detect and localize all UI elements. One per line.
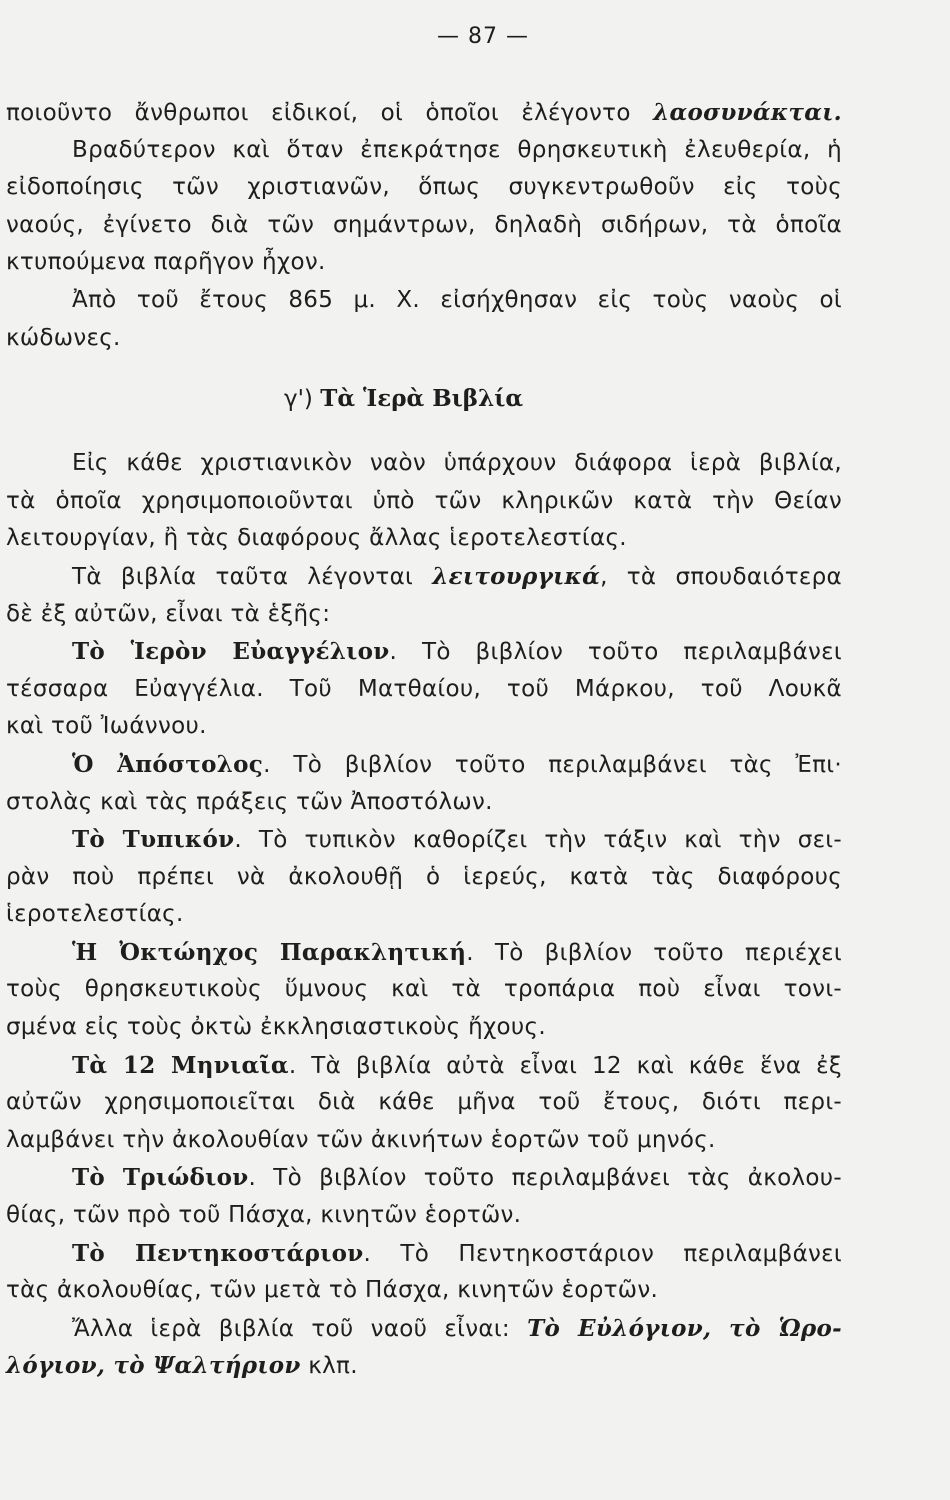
italic-term: λόγιον, τὸ Ψαλτήριον [6, 1352, 301, 1380]
text-line: λαμβάνει τὴν ἀκολουθίαν τῶν ἀκινήτων ἑορτῶν τοῦ μηνός. [6, 1126, 716, 1153]
text-line [6, 1347, 842, 1385]
text-span: Τὰ βιβλία ταῦτα λέγονται [72, 563, 433, 590]
book-title: Ἡ Ὀκτώηχος Παρακλητική [72, 938, 467, 966]
text-line [6, 633, 842, 671]
text-line: Εἰς κάθε χριστιανικὸν ναὸν ὑπάρχουν διάφορα ἱερὰ βιβλία, [72, 450, 842, 477]
text-line: ρὰν ποὺ πρέπει νὰ ἀκολουθῇ ὁ ἱερεύς, κατὰ τὰς διαφόρους [6, 863, 842, 890]
text-line [6, 821, 842, 859]
text-span: . Τὸ τυπικὸν καθορίζει τὴν τάξιν καὶ τὴν σει- [234, 827, 842, 854]
text-span: . Τὸ βιβλίον τοῦτο περιέχει [466, 939, 842, 966]
text-line [6, 1159, 842, 1197]
text-line: σμένα εἰς τοὺς ὀκτὼ ἐκκλησιαστικοὺς ἤχους. [6, 1014, 546, 1041]
text-line: καὶ τοῦ Ἰωάννου. [6, 713, 207, 740]
text-line: Βραδύτερον καὶ ὅταν ἐπεκράτησε θρησκευτικὴ ἐλευθερία, ἡ [72, 136, 842, 163]
text-line: ἱεροτελεστίας. [6, 901, 184, 928]
book-title: Τὸ Τριώδιον [72, 1164, 249, 1192]
text-line [6, 558, 842, 596]
book-title: Τὸ Τυπικόν [72, 826, 235, 854]
page-number: — 87 — [437, 24, 529, 49]
text-line: ναούς, ἐγίνετο διὰ τῶν σημάντρων, δηλαδὴ σιδήρων, τὰ ὁποῖα [6, 211, 842, 238]
text-line: λειτουργίαν, ἢ τὰς διαφόρους ἄλλας ἱεροτελεστίας. [6, 525, 627, 552]
italic-term: λαοσυνάκται. [653, 99, 842, 126]
italic-term: Τὸ Εὐλόγιον, τὸ Ὡρο- [527, 1314, 842, 1342]
text-line [6, 934, 842, 972]
text-line: στολὰς καὶ τὰς πράξεις τῶν Ἀποστόλων. [6, 788, 493, 815]
text-span: . Τὸ βιβλίον τοῦτο περιλαμβάνει τὰς ἀκολου- [248, 1165, 842, 1192]
book-title: Τὰ 12 Μηνιαῖα [72, 1051, 289, 1079]
heading-title: Τὰ Ἱερὰ Βιβλία [320, 385, 524, 413]
text-line: κώδωνες. [6, 324, 121, 351]
italic-term: λειτουργικά [432, 562, 601, 590]
text-span: , τὰ σπουδαιότερα [600, 563, 842, 590]
text-line: κτυπούμενα παρῆγον ἦχον. [6, 249, 326, 276]
text-span: ποιοῦντο ἄνθρωποι εἰδικοί, οἱ ὁποῖοι ἐλέγοντο [6, 100, 654, 126]
text-line [6, 94, 842, 132]
text-line: τοὺς θρησκευτικοὺς ὕμνους καὶ τὰ τροπάρια ποὺ εἶναι τονι- [6, 976, 842, 1003]
text-line [6, 1310, 842, 1348]
text-line [6, 1235, 842, 1273]
text-span: . Τὸ Πεντηκοστάριον περιλαμβάνει [363, 1240, 842, 1267]
text-span: . Τὸ βιβλίον τοῦτο περιλαμβάνει τὰς Ἐπι· [263, 751, 842, 778]
text-line [6, 746, 842, 784]
text-line: Ἀπὸ τοῦ ἔτους 865 μ. Χ. εἰσήχθησαν εἰς τοὺς ναοὺς οἱ [72, 286, 842, 313]
text-span: . Τὸ βιβλίον τοῦτο περιλαμβάνει [389, 639, 842, 666]
text-line: τέσσαρα Εὐαγγέλια. Τοῦ Ματθαίου, τοῦ Μάρκου, τοῦ Λουκᾶ [6, 675, 842, 702]
heading-prefix: γ') [284, 386, 321, 413]
text-line: τὰς ἀκολουθίας, τῶν μετὰ τὸ Πάσχα, κινητῶν ἑορτῶν. [6, 1277, 659, 1304]
text-line: εἰδοποίησις τῶν χριστιανῶν, ὅπως συγκεντρωθοῦν εἰς τοὺς [6, 174, 842, 201]
book-title: Τὸ Πεντηκοστάριον [72, 1239, 364, 1267]
text-span: . Τὰ βιβλία αὐτὰ εἶναι 12 καὶ κάθε ἕνα ἐξ [288, 1052, 842, 1079]
text-line [6, 1047, 842, 1085]
text-line: αὐτῶν χρησιμοποιεῖται διὰ κάθε μῆνα τοῦ ἔτους, διότι περι- [6, 1089, 842, 1116]
text-span: Ἄλλα ἱερὰ βιβλία τοῦ ναοῦ εἶναι: [72, 1315, 528, 1342]
section-heading [6, 380, 842, 418]
text-line: θίας, τῶν πρὸ τοῦ Πάσχα, κινητῶν ἑορτῶν. [6, 1202, 522, 1229]
book-title: Ὁ Ἀπόστολος [72, 750, 264, 778]
text-line: δὲ ἐξ αὐτῶν, εἶναι τὰ ἑξῆς: [6, 600, 331, 627]
text-span: κλπ. [300, 1353, 358, 1380]
text-line: τὰ ὁποῖα χρησιμοποιοῦνται ὑπὸ τῶν κληρικῶν κατὰ τὴν Θείαν [6, 487, 842, 514]
book-title: Τὸ Ἱερὸν Εὐαγγέλιον [72, 638, 390, 666]
